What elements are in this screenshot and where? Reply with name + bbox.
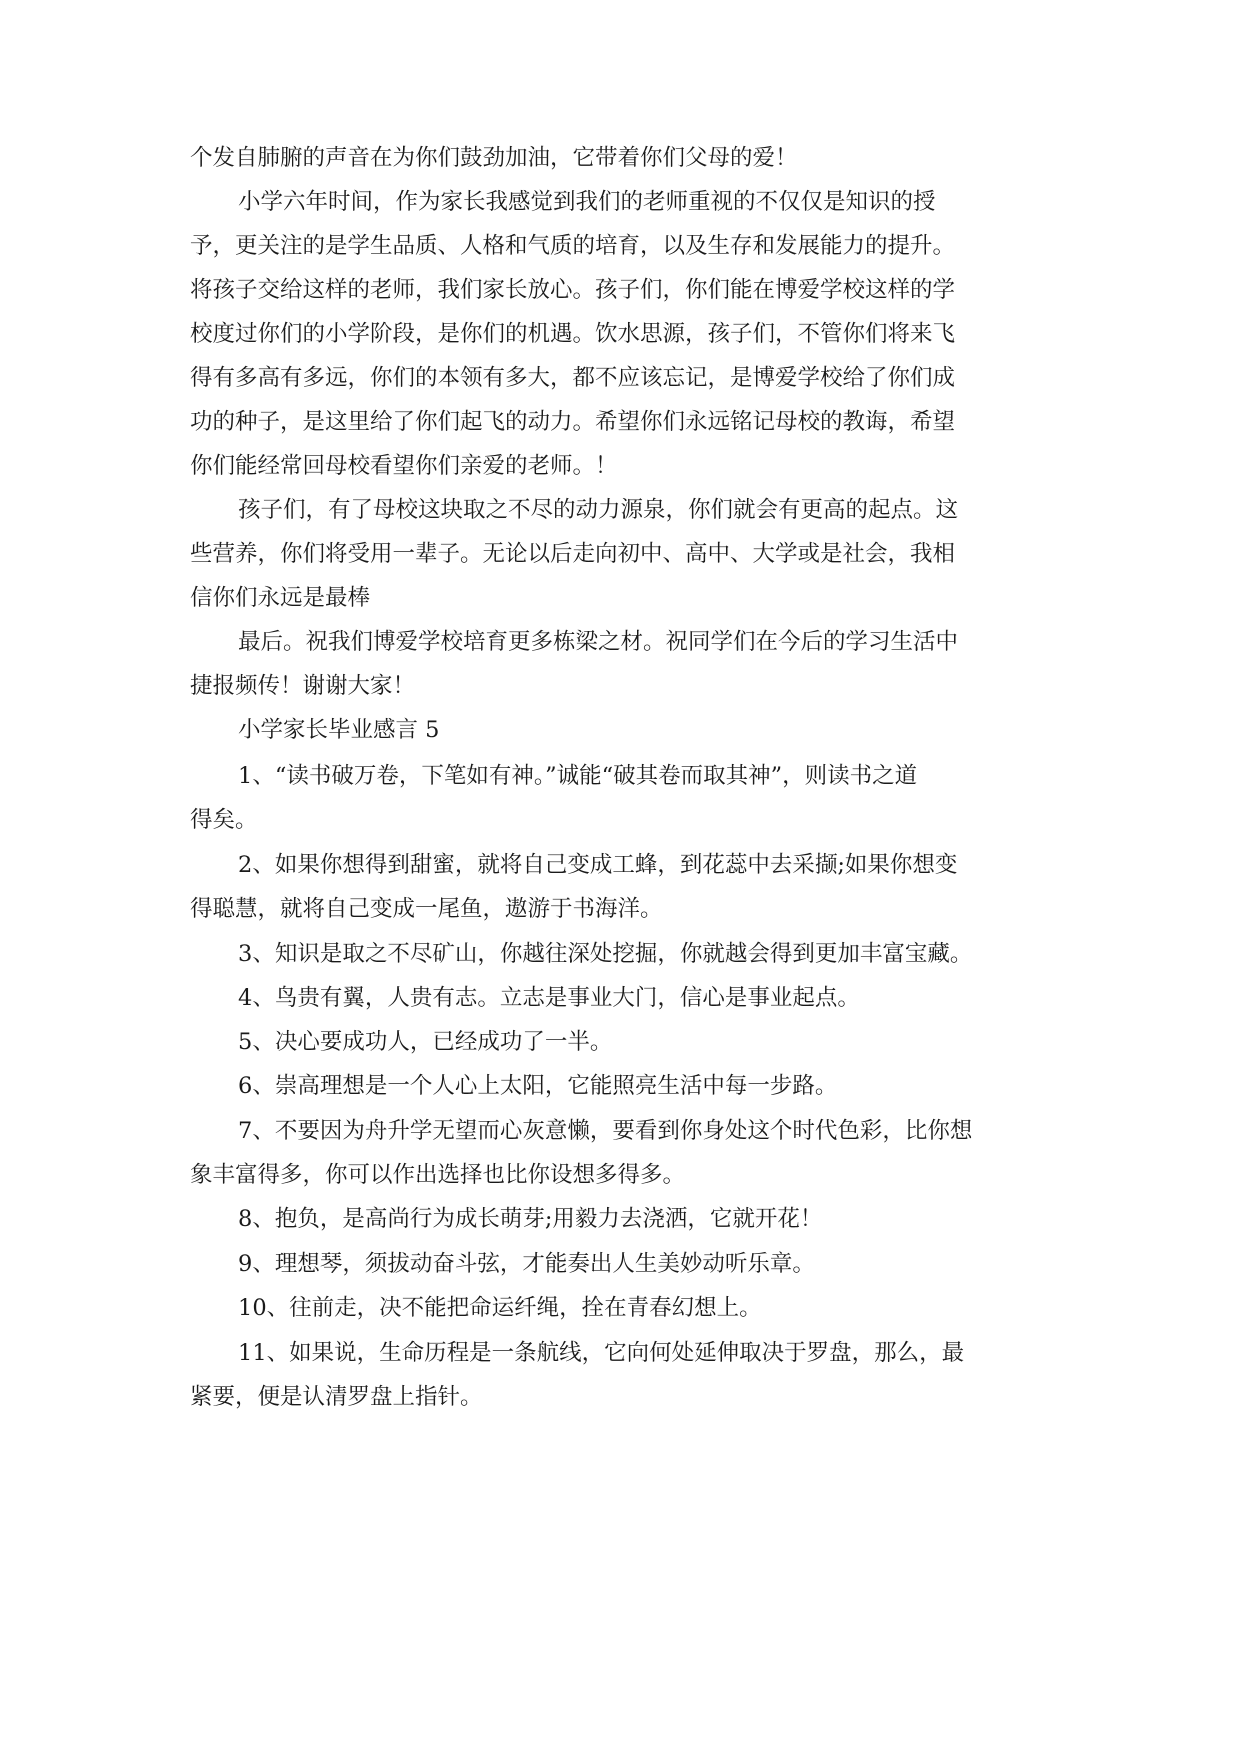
- text-line-12: 最后。祝我们博爱学校培育更多栋梁之材。祝同学们在今后的学习生活中: [238, 629, 959, 655]
- list-item-5: 5、决心要成功人，已经成功了一半。: [238, 1029, 613, 1055]
- text-line-7: 功的种子，是这里给了你们起飞的动力。希望你们永远铭记母校的教诲，希望: [190, 409, 956, 435]
- list-item-8: 8、抱负，是高尚行为成长萌芽;用毅力去浇洒，它就开花！: [238, 1206, 823, 1232]
- list-item-1-line-1: 1、“读书破万卷，下笔如有神。”诚能“破其卷而取其神”，则读书之道: [238, 763, 918, 789]
- text-line-4: 将孩子交给这样的老师，我们家长放心。孩子们，你们能在博爱学校这样的学: [190, 277, 956, 303]
- list-item-4: 4、鸟贵有翼，人贵有志。立志是事业大门，信心是事业起点。: [238, 985, 860, 1011]
- list-item-10: 10、往前走，决不能把命运纤绳，拴在青春幻想上。: [238, 1295, 762, 1321]
- text-line-5: 校度过你们的小学阶段，是你们的机遇。饮水思源，孩子们，不管你们将来飞: [190, 321, 956, 347]
- list-item-7-line-2: 象丰富得多，你可以作出选择也比你设想多得多。: [190, 1162, 686, 1188]
- text-line-9: 孩子们，有了母校这块取之不尽的动力源泉，你们就会有更高的起点。这: [238, 497, 959, 523]
- list-item-7-line-1: 7、不要因为舟升学无望而心灰意懒，要看到你身处这个时代色彩，比你想: [238, 1118, 973, 1144]
- list-item-2-line-2: 得聪慧，就将自己变成一尾鱼，遨游于书海洋。: [190, 896, 663, 922]
- text-line-6: 得有多高有多远，你们的本领有多大，都不应该忘记，是博爱学校给了你们成: [190, 365, 956, 391]
- text-line-2: 小学六年时间，作为家长我感觉到我们的老师重视的不仅仅是知识的授: [238, 189, 936, 215]
- text-line-11: 信你们永远是最棒: [190, 585, 371, 611]
- text-line-1: 个发自肺腑的声音在为你们鼓劲加油，它带着你们父母的爱！: [190, 145, 798, 171]
- text-line-3: 予，更关注的是学生品质、人格和气质的培育，以及生存和发展能力的提升。: [190, 233, 956, 259]
- text-line-13: 捷报频传！谢谢大家！: [190, 673, 416, 699]
- section-heading: 小学家长毕业感言 5: [238, 717, 440, 743]
- text-line-10: 些营养，你们将受用一辈子。无论以后走向初中、高中、大学或是社会，我相: [190, 541, 956, 567]
- list-item-1-line-2: 得矣。: [190, 807, 258, 833]
- list-item-2-line-1: 2、如果你想得到甜蜜，就将自己变成工蜂，到花蕊中去采撷;如果你想变: [238, 852, 958, 878]
- list-item-6: 6、崇高理想是一个人心上太阳，它能照亮生活中每一步路。: [238, 1073, 838, 1099]
- text-line-8: 你们能经常回母校看望你们亲爱的老师。！: [190, 453, 618, 479]
- list-item-9: 9、理想琴，须拔动奋斗弦，才能奏出人生美妙动听乐章。: [238, 1251, 815, 1277]
- list-item-11-line-2: 紧要，便是认清罗盘上指针。: [190, 1384, 483, 1410]
- list-item-11-line-1: 11、如果说，生命历程是一条航线，它向何处延伸取决于罗盘，那么，最: [238, 1340, 965, 1366]
- list-item-3: 3、知识是取之不尽矿山，你越往深处挖掘，你就越会得到更加丰富宝藏。: [238, 941, 973, 967]
